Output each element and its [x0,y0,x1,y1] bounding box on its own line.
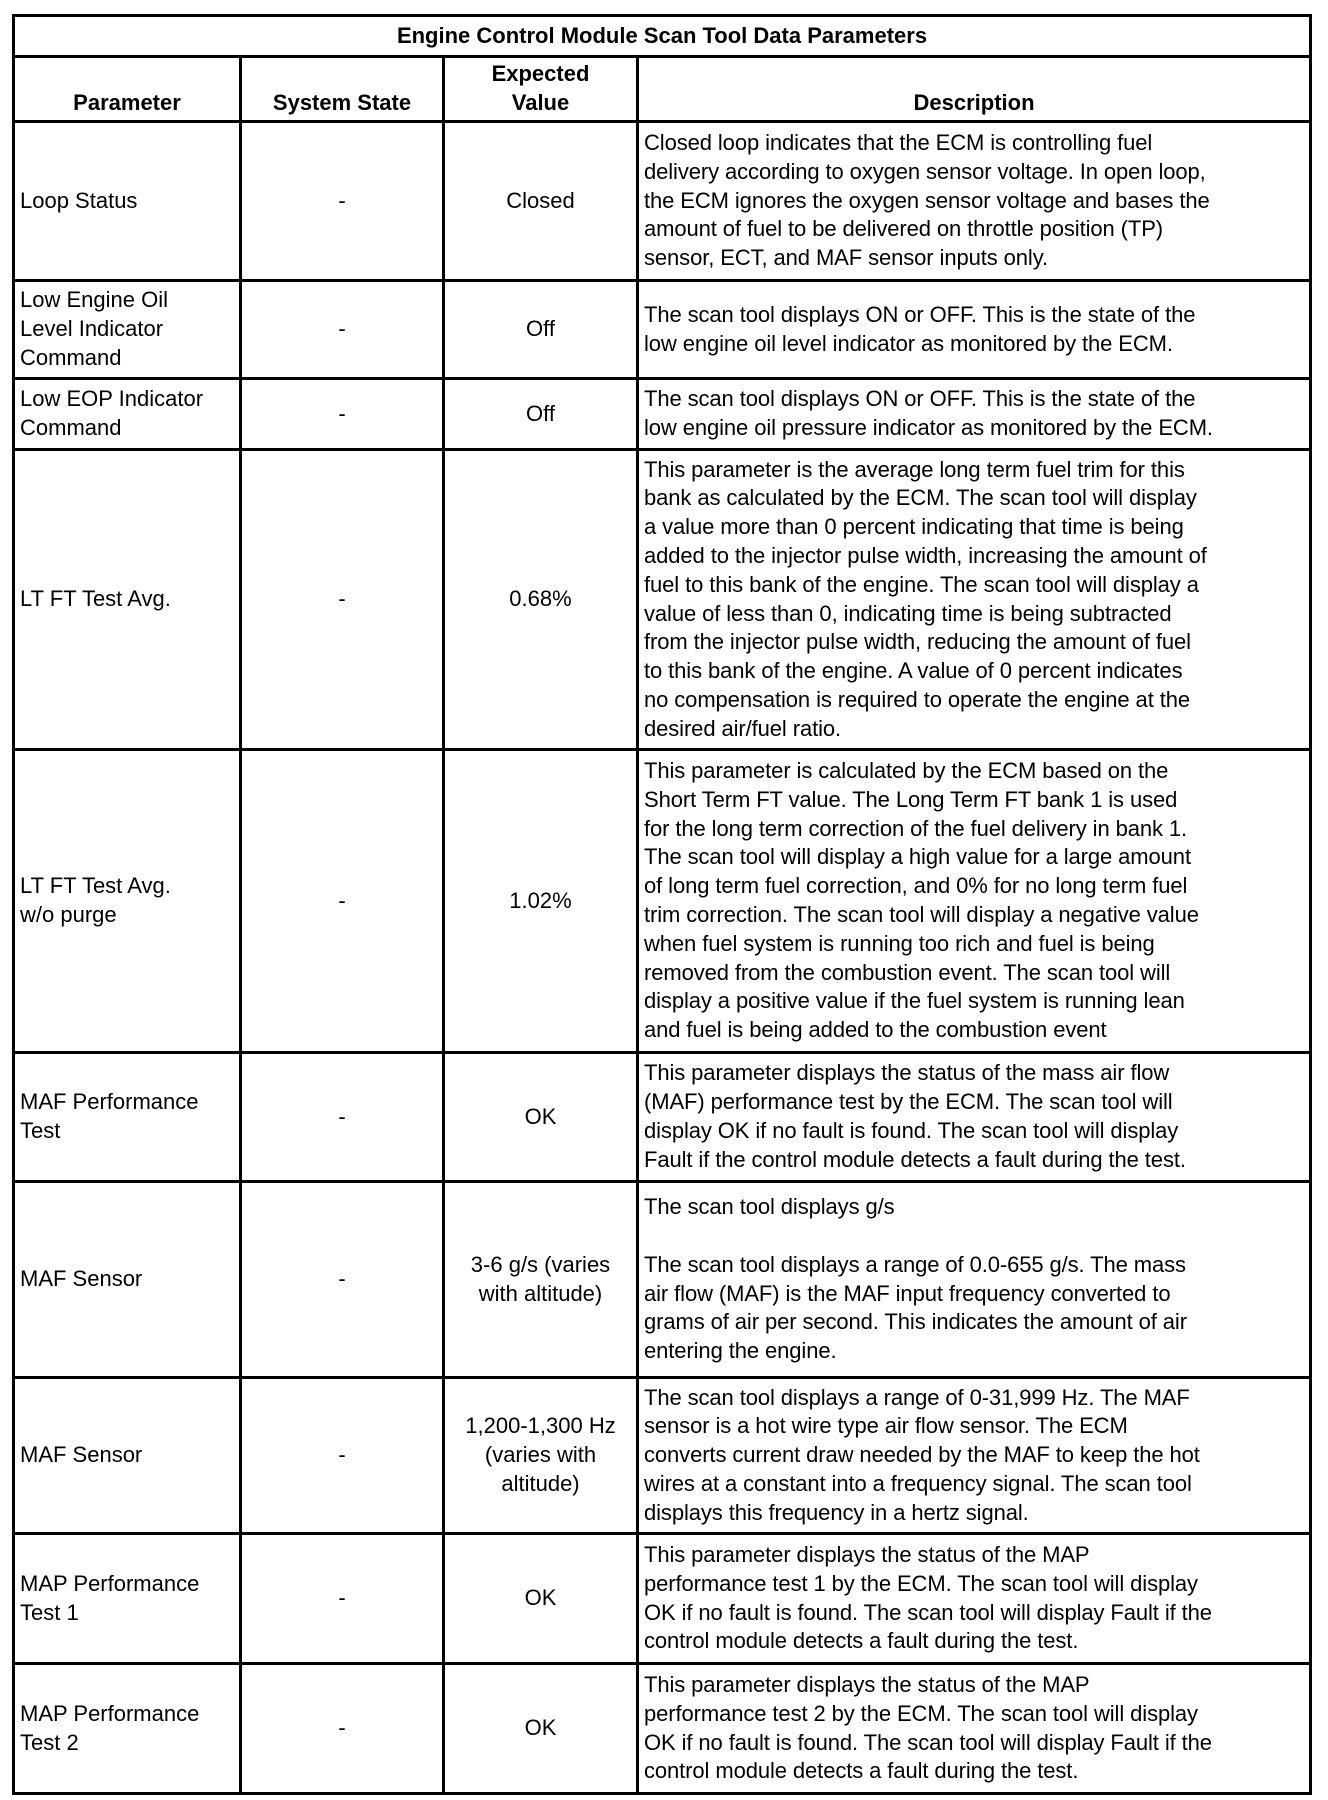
header-description: Description [638,57,1311,122]
parameter-cell: Low Engine Oil Level Indicator Command [14,281,241,379]
header-parameter: Parameter [14,57,241,122]
description-cell: The scan tool displays a range of 0-31,999 Hz. The MAF sensor is a hot wire type air flow sensor. The ECM converts current draw needed by the MAF to keep the hot wires at a constant into a frequency signal. The scan tool displays this frequency in a hertz signal. [638,1378,1311,1534]
table-row [14,450,1311,750]
system-state-cell: - [241,122,444,281]
parameter-cell: LT FT Test Avg. w/o purge [14,750,241,1053]
table-row [14,1664,1311,1794]
system-state-cell: - [241,1378,444,1534]
header-system-state: System State [241,57,444,122]
expected-value-cell: Off [444,379,638,450]
table-row [14,379,1311,450]
system-state-cell: - [241,1182,444,1378]
header-expected-value: Expected Value [444,57,638,122]
description-cell: The scan tool displays ON or OFF. This is the state of the low engine oil level indicator as monitored by the ECM. [638,281,1311,379]
parameter-cell: MAP Performance Test 1 [14,1534,241,1664]
expected-value-cell: 1,200-1,300 Hz (varies with altitude) [444,1378,638,1534]
system-state-cell: - [241,450,444,750]
parameter-cell: MAF Sensor [14,1182,241,1378]
description-cell: This parameter is calculated by the ECM based on the Short Term FT value. The Long Term FT bank 1 is used for the long term correction of the fuel delivery in bank 1. The scan tool will display a high value for a large amount of long term fuel correction, and 0% for no long term fuel trim correction. The scan tool will display a negative value when fuel system is running too rich and fuel is being removed from the combustion event. The scan tool will display a positive value if the fuel system is running lean and fuel is being added to the combustion event [638,750,1311,1053]
system-state-cell: - [241,750,444,1053]
table-row [14,1534,1311,1664]
system-state-cell: - [241,1053,444,1182]
parameter-cell: MAF Sensor [14,1378,241,1534]
parameter-cell: LT FT Test Avg. [14,450,241,750]
expected-value-cell: 3-6 g/s (varies with altitude) [444,1182,638,1378]
system-state-cell: - [241,379,444,450]
expected-value-cell: Off [444,281,638,379]
table-row [14,750,1311,1053]
system-state-cell: - [241,1664,444,1794]
system-state-cell: - [241,281,444,379]
description-cell: Closed loop indicates that the ECM is controlling fuel delivery according to oxygen sensor voltage. In open loop, the ECM ignores the oxygen sensor voltage and bases the amount of fuel to be delivered on throttle position (TP) sensor, ECT, and MAF sensor inputs only. [638,122,1311,281]
table-row [14,122,1311,281]
expected-value-cell: OK [444,1534,638,1664]
description-cell: The scan tool displays g/s The scan tool displays a range of 0.0-655 g/s. The mass air flow (MAF) is the MAF input frequency converted to grams of air per second. This indicates the amount of air entering the engine. [638,1182,1311,1378]
description-cell: This parameter displays the status of the mass air flow (MAF) performance test by the ECM. The scan tool will display OK if no fault is found. The scan tool will display Fault if the control module detects a fault during the test. [638,1053,1311,1182]
table-title: Engine Control Module Scan Tool Data Parameters [14,16,1311,57]
parameter-cell: MAP Performance Test 2 [14,1664,241,1794]
table-row [14,1378,1311,1534]
description-cell: This parameter is the average long term fuel trim for this bank as calculated by the ECM. The scan tool will display a value more than 0 percent indicating that time is being added to the injector pulse width, increasing the amount of fuel to this bank of the engine. The scan tool will display a value of less than 0, indicating time is being subtracted from the injector pulse width, reducing the amount of fuel to this bank of the engine. A value of 0 percent indicates no compensation is required to operate the engine at the desired air/fuel ratio. [638,450,1311,750]
header-row [14,57,1311,122]
expected-value-cell: OK [444,1053,638,1182]
table-row [14,1182,1311,1378]
parameter-cell: Low EOP Indicator Command [14,379,241,450]
expected-value-cell: OK [444,1664,638,1794]
system-state-cell: - [241,1534,444,1664]
scan-tool-data-table [12,14,1312,1795]
table-row [14,281,1311,379]
description-cell: This parameter displays the status of the MAP performance test 1 by the ECM. The scan tool will display OK if no fault is found. The scan tool will display Fault if the control module detects a fault during the test. [638,1534,1311,1664]
description-cell: The scan tool displays ON or OFF. This is the state of the low engine oil pressure indicator as monitored by the ECM. [638,379,1311,450]
expected-value-cell: Closed [444,122,638,281]
parameter-cell: MAF Performance Test [14,1053,241,1182]
table-row [14,1053,1311,1182]
expected-value-cell: 0.68% [444,450,638,750]
expected-value-cell: 1.02% [444,750,638,1053]
parameter-cell: Loop Status [14,122,241,281]
description-cell: This parameter displays the status of the MAP performance test 2 by the ECM. The scan tool will display OK if no fault is found. The scan tool will display Fault if the control module detects a fault during the test. [638,1664,1311,1794]
